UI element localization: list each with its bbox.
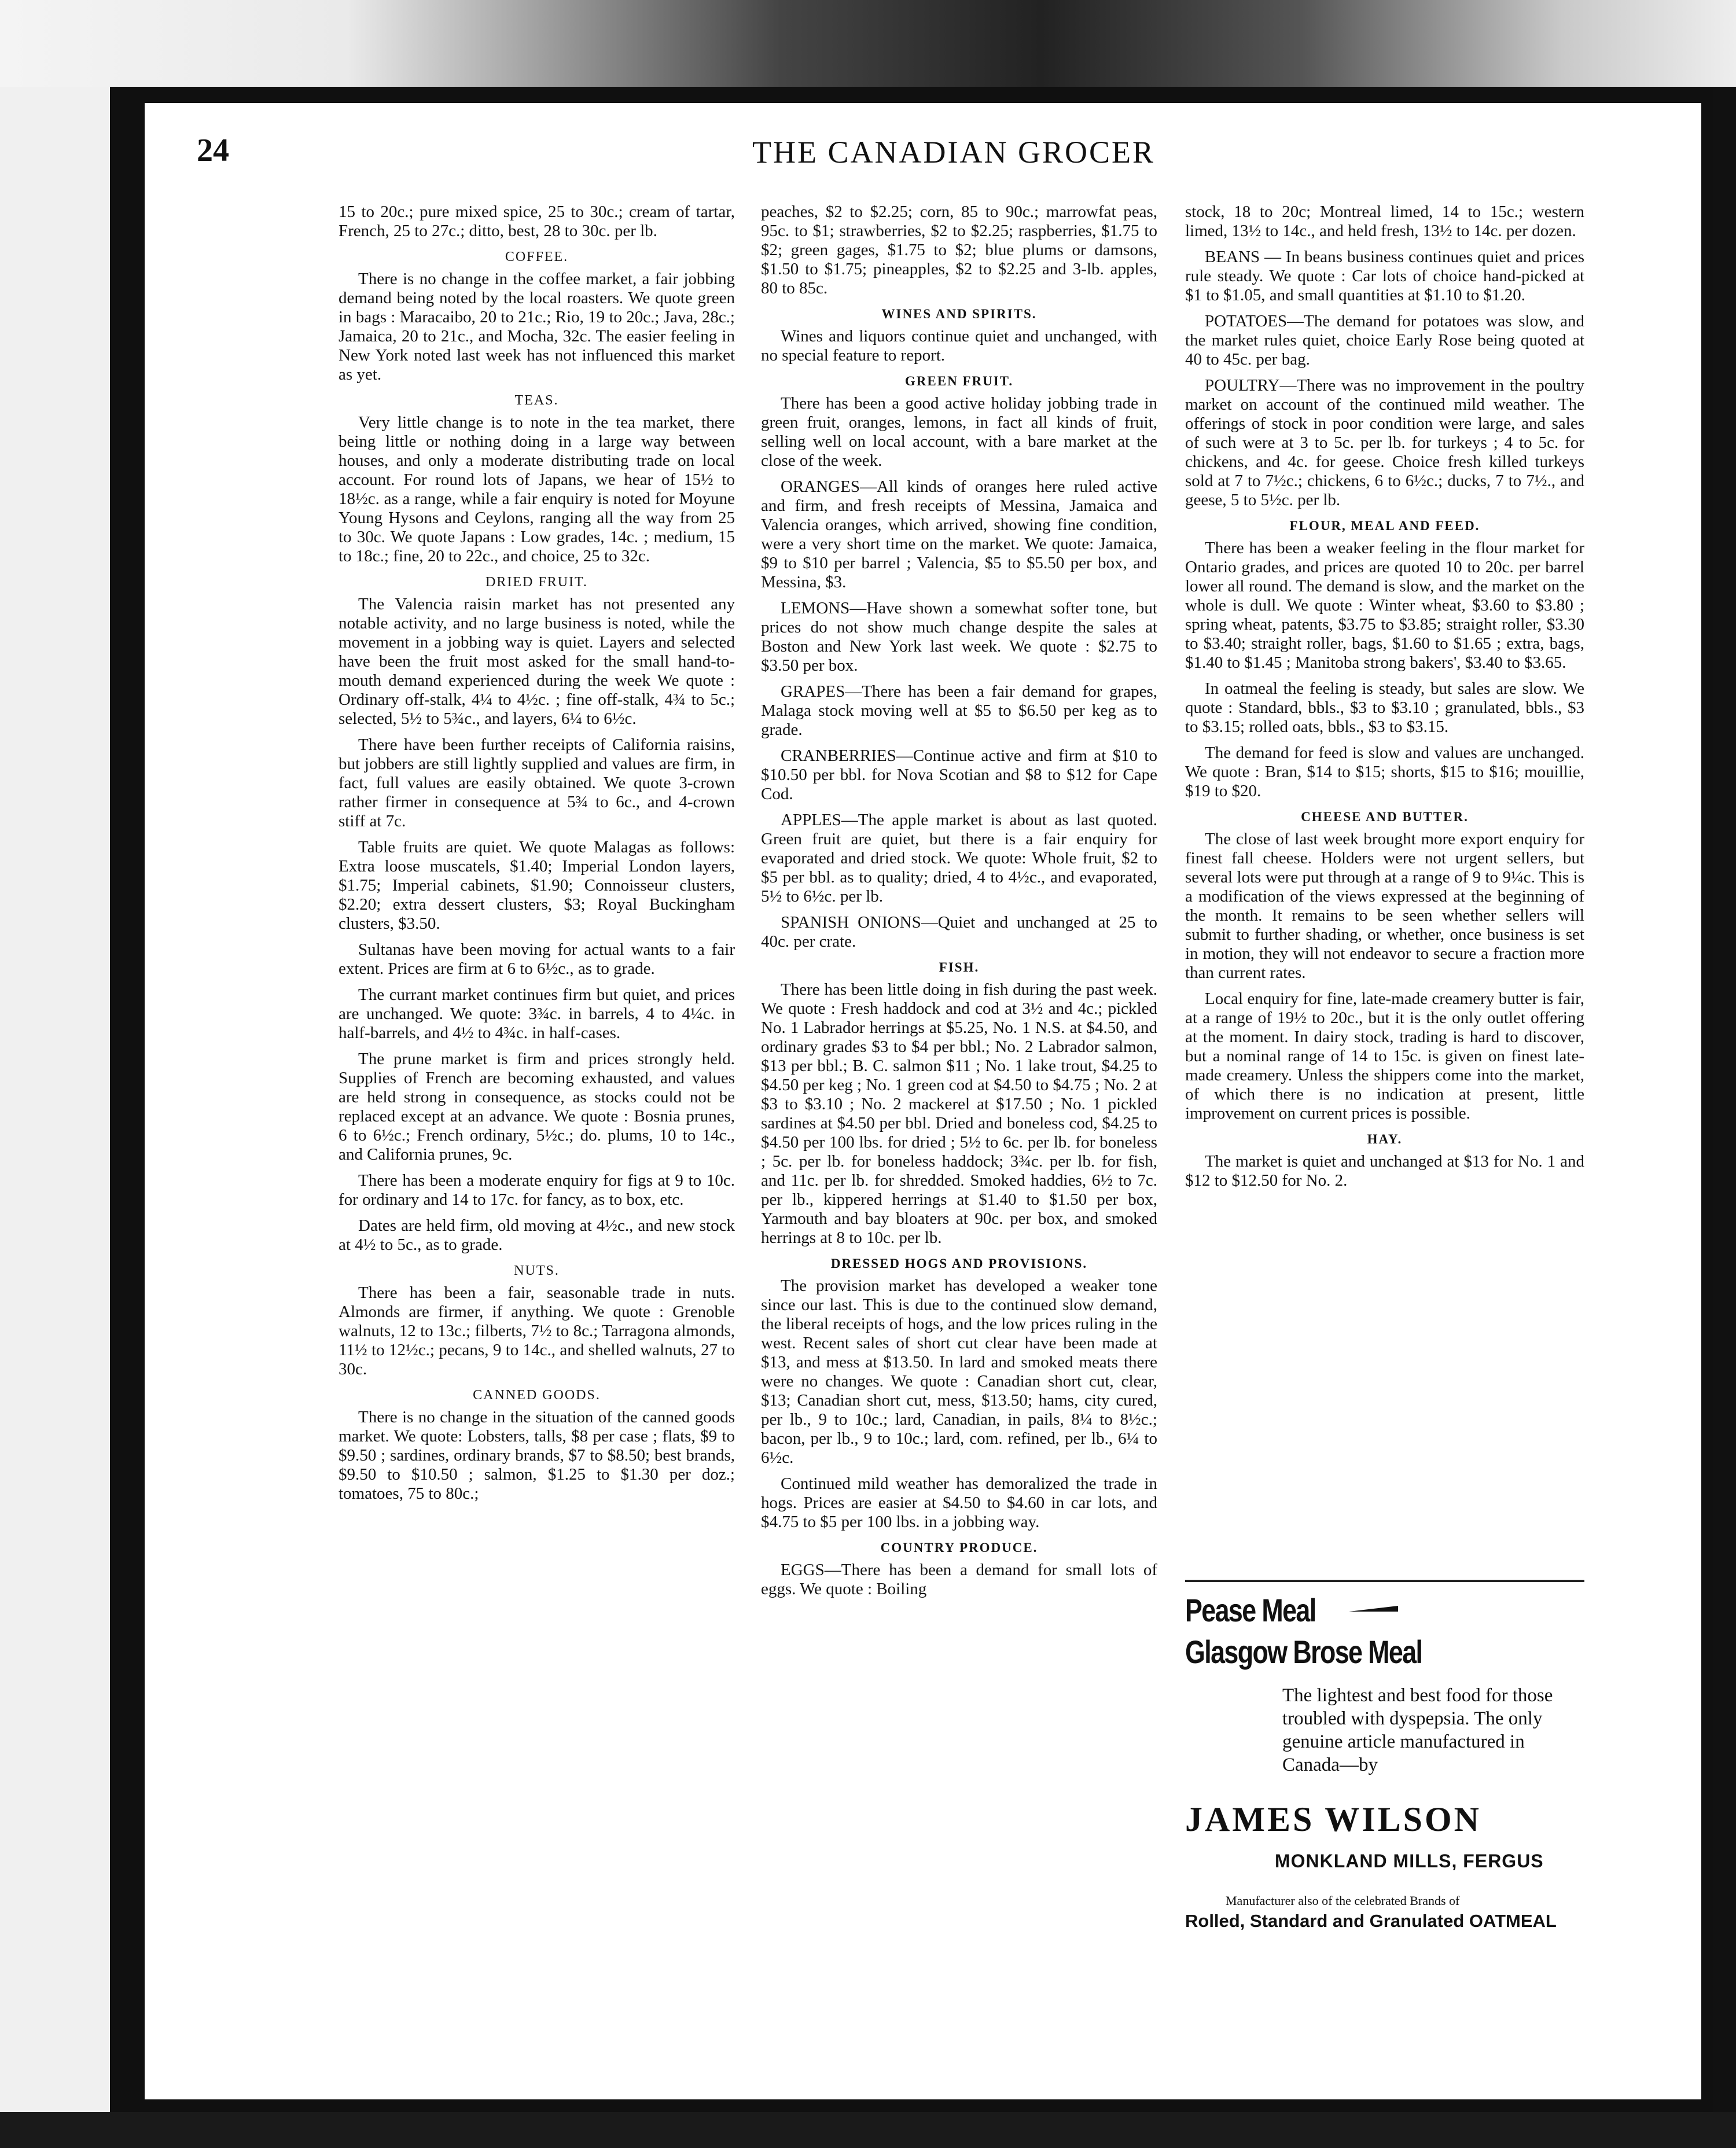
paragraph: Dates are held firm, old moving at 4½c., and new stock at 4½ to 5c., as to grade. <box>339 1216 735 1254</box>
arrow-icon <box>1349 1606 1398 1612</box>
paragraph: The currant market continues firm but quiet, and prices are unchanged. We quote: 3¾c. in barrels, 4 to 4¼c. in half-barrels, and 4½ to 4¾c. in half-cases. <box>339 985 735 1042</box>
paragraph: There is no change in the coffee market, a fair jobbing demand being noted by the local roasters. We quote green in bags : Maracaibo, 20 to 21c.; Rio, 19 to 20c.; Java, 28c.; Jamaica, 20 to 21c., and Mocha, 32c. The easier feeling in New York noted last week has not influenced this market as yet. <box>339 270 735 384</box>
paragraph: EGGS—There has been a demand for small lots of eggs. We quote : Boiling <box>761 1561 1157 1598</box>
paragraph: SPANISH ONIONS—Quiet and unchanged at 25 to 40c. per crate. <box>761 913 1157 951</box>
paragraph: Local enquiry for fine, late-made creamery butter is fair, at a range of 19½ to 20c., but it is the only outlet offering at the moment. In dairy stock, trading is hard to discover, but a nominal range of 14 to 15c. is given on finest late-made creamery. Unless the shippers come into the market, of which there is no indication at present, little improvement on current prices is possible. <box>1185 990 1584 1123</box>
paragraph: There has been little doing in fish during the past week. We quote : Fresh haddock and cod at 3½ and 4c.; pickled No. 1 Labrador herrings at $5.25, No. 1 N.S. at $4.50, and ordinary grades $3 to $4 per bbl.; No. 2 Labrador salmon, $13 per bbl.; B. C. salmon $11 ; No. 1 lake trout, $4.25 to $4.50 per keg ; No. 1 green cod at $4.50 to $4.75 ; No. 2 at $3 to $3.10 ; No. 2 mackerel at $17.50 ; No. 1 pickled sardines at $4.50 per bbl. Dried and boneless cod, $4.25 to $4.50 per 100 lbs. for dried ; 5½ to 6c. per lb. for boneless ; 5c. per lb. for boneless haddock; 3¾c. per lb. for fish, and 11c. per lb. for shredded. Smoked haddies, 6½ to 7c. per lb., kippered herrings at $1.40 to $1.50 per box, Yarmouth and bay bloaters at 90c. per box, and smoked herrings at 8 to 10c. per lb. <box>761 980 1157 1247</box>
paragraph: There has been a fair, seasonable trade in nuts. Almonds are firmer, if anything. We quote : Grenoble walnuts, 12 to 13c.; filberts, 7½ to 8c.; Tarragona almonds, 11½ to 12½c.; pecans, 9 to 14c., and shelled walnuts, 27 to 30c. <box>339 1283 735 1378</box>
scan-left-margin <box>0 87 110 2148</box>
section-heading-canned-goods: CANNED GOODS. <box>473 1388 601 1403</box>
paragraph: There has been a good active holiday jobbing trade in green fruit, oranges, lemons, in fact all kinds of fruit, selling well on local account, with a bare market at the close of the week. <box>761 394 1157 470</box>
paragraph: Very little change is to note in the tea market, there being little or nothing doing in a large way between houses, and only a moderate distributing trade on local account. For round lots of Japans, we hear of 15½ to 18½c. as a range, while a fair enquiry is noted for Moyune Young Hysons and Ceylons, ranging all the way from 25 to 30c. We quote Japans : Low grades, 14c. ; medium, 15 to 18c.; fine, 20 to 22c., and choice, 25 to 32c. <box>339 413 735 565</box>
section-heading-coffee: COFFEE. <box>505 249 569 264</box>
ad-brands: Rolled, Standard and Granulated OATMEAL <box>1185 1911 1557 1931</box>
paragraph: APPLES—The apple market is about as last quoted. Green fruit are quiet, but there is a fair enquiry for evaporated and dried stock. We quote: Whole fruit, $2 to $5 per bbl. as to quality; dried, 4 to 4½c., and evaporated, 5½ to 6½c. per lb. <box>761 811 1157 906</box>
section-heading-flour: FLOUR, MEAL AND FEED. <box>1289 518 1480 533</box>
paragraph: LEMONS—Have shown a somewhat softer tone, but prices do not show much change despite the sales at Boston and New York last week. We quote : $2.75 to $3.50 per box. <box>761 599 1157 675</box>
page-title: THE CANADIAN GROCER <box>752 135 1155 170</box>
section-heading-nuts: NUTS. <box>514 1263 560 1278</box>
scan-bottom-edge <box>0 2112 1736 2148</box>
paragraph: The prune market is firm and prices strongly held. Supplies of French are becoming exhausted, and values are held strong in consequence, as stocks could not be replaced except at an advance. We quote : Bosnia prunes, 6 to 6½c.; French ordinary, 5½c.; do. plums, 10 to 14c., and California prunes, 9c. <box>339 1050 735 1164</box>
paragraph: POULTRY—There was no improvement in the poultry market on account of the continued mild weather. The offerings of stock in poor condition were large, and sales of such were at 3 to 5c. per lb. for turkeys ; 4 to 5c. for chickens, and 4c. for geese. Choice fresh killed turkeys sold at 7 to 7½c.; chickens, 6 to 6½c.; ducks, 7 to 7½., and geese, 5 to 5½c. per lb. <box>1185 376 1584 509</box>
section-heading-dried-fruit: DRIED FRUIT. <box>486 575 588 590</box>
paragraph: ORANGES—All kinds of oranges here ruled active and firm, and fresh receipts of Messina, Jamaica and Valencia oranges, which arrived, showing fine condition, were a very short time on the market. We quote: Jamaica, $9 to $10 per barrel ; Valencia, $5 to $5.50 per box, and Messina, $3. <box>761 477 1157 591</box>
paragraph: POTATOES—The demand for potatoes was slow, and the market rules quiet, choice Early Rose being quoted at 40 to 45c. per bag. <box>1185 312 1584 369</box>
paragraph: In oatmeal the feeling is steady, but sales are slow. We quote : Standard, bbls., $3 to $3.10 ; granulated, bbls., $3 to $3.15; rolled oats, bbls., $3 to $3.15. <box>1185 679 1584 736</box>
ad-product-pease-meal: Pease Meal <box>1185 1592 1316 1628</box>
paragraph: CRANBERRIES—Continue active and firm at $10 to $10.50 per bbl. for Nova Scotian and $8 to $12 for Cape Cod. <box>761 746 1157 803</box>
ad-tagline: The lightest and best food for those troubled with dyspepsia. The only genuine article manufactured in Canada—by <box>1282 1685 1553 1775</box>
advertisement <box>1185 1591 1584 1939</box>
paragraph: There have been further receipts of California raisins, but jobbers are still lightly supplied and values are firm, in fact, full values are easily obtained. We quote 3-crown rather firmer in consequence at 5¾ to 6c., and 4-crown stiff at 7c. <box>339 735 735 830</box>
paragraph: GRAPES—There has been a fair demand for grapes, Malaga stock moving well at $5 to $6.50 per keg as to grade. <box>761 682 1157 739</box>
section-heading-green-fruit: GREEN FRUIT. <box>904 374 1014 388</box>
scan-right-edge <box>1713 87 1736 2148</box>
column-2 <box>761 203 1157 1863</box>
scan-top-margin <box>0 0 1736 98</box>
paragraph: There has been a moderate enquiry for figs at 9 to 10c. for ordinary and 14 to 17c. for fancy, as to box, etc. <box>339 1171 735 1209</box>
paragraph: Table fruits are quiet. We quote Malagas as follows: Extra loose muscatels, $1.40; Imperial London layers, $1.75; Imperial cabinets, $1.90; Connoisseur clusters, $2.20; extra dessert clusters, $3; Royal Buckingham clusters, $3.50. <box>339 838 735 933</box>
ad-also-note: Manufacturer also of the celebrated Brands of <box>1226 1893 1460 1908</box>
page-number: 24 <box>197 133 229 168</box>
ad-product-brose-meal: Glasgow Brose Meal <box>1185 1634 1422 1670</box>
section-heading-cheese-butter: CHEESE AND BUTTER. <box>1301 810 1469 824</box>
paragraph: The market is quiet and unchanged at $13 for No. 1 and $12 to $12.50 for No. 2. <box>1185 1152 1584 1190</box>
paragraph: The demand for feed is slow and values are unchanged. We quote : Bran, $14 to $15; shorts, $15 to $16; mouillie, $19 to $20. <box>1185 744 1584 800</box>
paragraph: Sultanas have been moving for actual wants to a fair extent. Prices are firm at 6 to 6½c., as to grade. <box>339 940 735 978</box>
paragraph: BEANS — In beans business continues quiet and prices rule steady. We quote : Car lots of choice hand-picked at $1 to $1.05, and small quantities at $1.10 to $1.20. <box>1185 248 1584 304</box>
paragraph: 15 to 20c.; pure mixed spice, 25 to 30c.; cream of tartar, French, 25 to 27c.; ditto, best, 28 to 30c. per lb. <box>339 203 735 240</box>
ad-maker-location: MONKLAND MILLS, FERGUS <box>1275 1851 1544 1871</box>
paragraph: Continued mild weather has demoralized the trade in hogs. Prices are easier at $4.50 to $4.60 in car lots, and $4.75 to $5 per 100 lbs. in a jobbing way. <box>761 1474 1157 1531</box>
column-1 <box>339 203 735 1834</box>
paragraph: stock, 18 to 20c; Montreal limed, 14 to 15c.; western limed, 13½ to 14c., and held fresh, 13½ to 14c. per dozen. <box>1185 203 1584 240</box>
advertisement-divider <box>1185 1580 1584 1582</box>
section-heading-fish: FISH. <box>939 960 980 974</box>
paragraph: There has been a weaker feeling in the flour market for Ontario grades, and prices are quoted 10 to 20c. per barrel lower all round. The demand is slow, and the market on the whole is dull. We quote : Winter wheat, $3.60 to $3.80 ; spring wheat, patents, $3.75 to $3.85; straight roller, $3.30 to $3.40; straight roller, bags, $1.60 to $1.65 ; extra, bags, $1.40 to $1.45 ; Manitoba strong bakers', $3.40 to $3.65. <box>1185 539 1584 672</box>
paragraph: peaches, $2 to $2.25; corn, 85 to 90c.; marrowfat peas, 95c. to $1; strawberries, $2 to $2.25; raspberries, $1.75 to $2; green gages, $1.75 to $2; blue plums or damsons, $1.50 to $1.75; pineapples, $2 to $2.25 and 3-lb. apples, 80 to 85c. <box>761 203 1157 297</box>
paragraph: The Valencia raisin market has not presented any notable activity, and no large business is noted, while the movement in a jobbing way is quiet. Layers and selected have been the fruit most asked for the small hand-to-mouth demand experienced during the week We quote : Ordinary off-stalk, 4¼ to 4½c. ; fine off-stalk, 4¾ to 5c.; selected, 5½ to 5¾c., and layers, 6¼ to 6½c. <box>339 595 735 728</box>
section-heading-wines: WINES AND SPIRITS. <box>881 307 1037 321</box>
paragraph: The provision market has developed a weaker tone since our last. This is due to the continued slow demand, the liberal receipts of hogs, and the low prices ruling in the west. Recent sales of short cut clear have been made at $13, and mess at $13.50. In lard and smoked meats there were no changes. We quote : Canadian short cut, clear, $13; Canadian short cut, mess, $13.50; hams, city cured, per lb., 9 to 10c.; lard, Canadian, in pails, 8¼ to 8½c.; bacon, per lb., 9 to 10c.; lard, com. refined, per lb., 6¼ to 6½c. <box>761 1277 1157 1467</box>
section-heading-hay: HAY. <box>1367 1132 1403 1146</box>
paragraph: The close of last week brought more export enquiry for finest fall cheese. Holders were not urgent sellers, but several lots were put through at a range of 9 to 9¼c. This is a modification of the views expressed at the beginning of the month. It remains to be seen whether sellers will submit to further shading, or whether, once business is set in motion, they will not endeavor to secure a fraction more than current rates. <box>1185 830 1584 982</box>
paragraph: Wines and liquors continue quiet and unchanged, with no special feature to report. <box>761 327 1157 365</box>
ad-maker-name: JAMES WILSON <box>1185 1800 1482 1838</box>
section-heading-teas: TEAS. <box>514 393 559 408</box>
section-heading-country-produce: COUNTRY PRODUCE. <box>880 1540 1038 1555</box>
paragraph: There is no change in the situation of the canned goods market. We quote: Lobsters, talls, $8 per case ; flats, $9 to $9.50 ; sardines, ordinary brands, $7 to $8.50; best brands, $9.50 to $10.50 ; salmon, $1.25 to $1.30 per doz.; tomatoes, 75 to 80c.; <box>339 1408 735 1503</box>
section-heading-hogs: DRESSED HOGS AND PROVISIONS. <box>830 1256 1088 1271</box>
